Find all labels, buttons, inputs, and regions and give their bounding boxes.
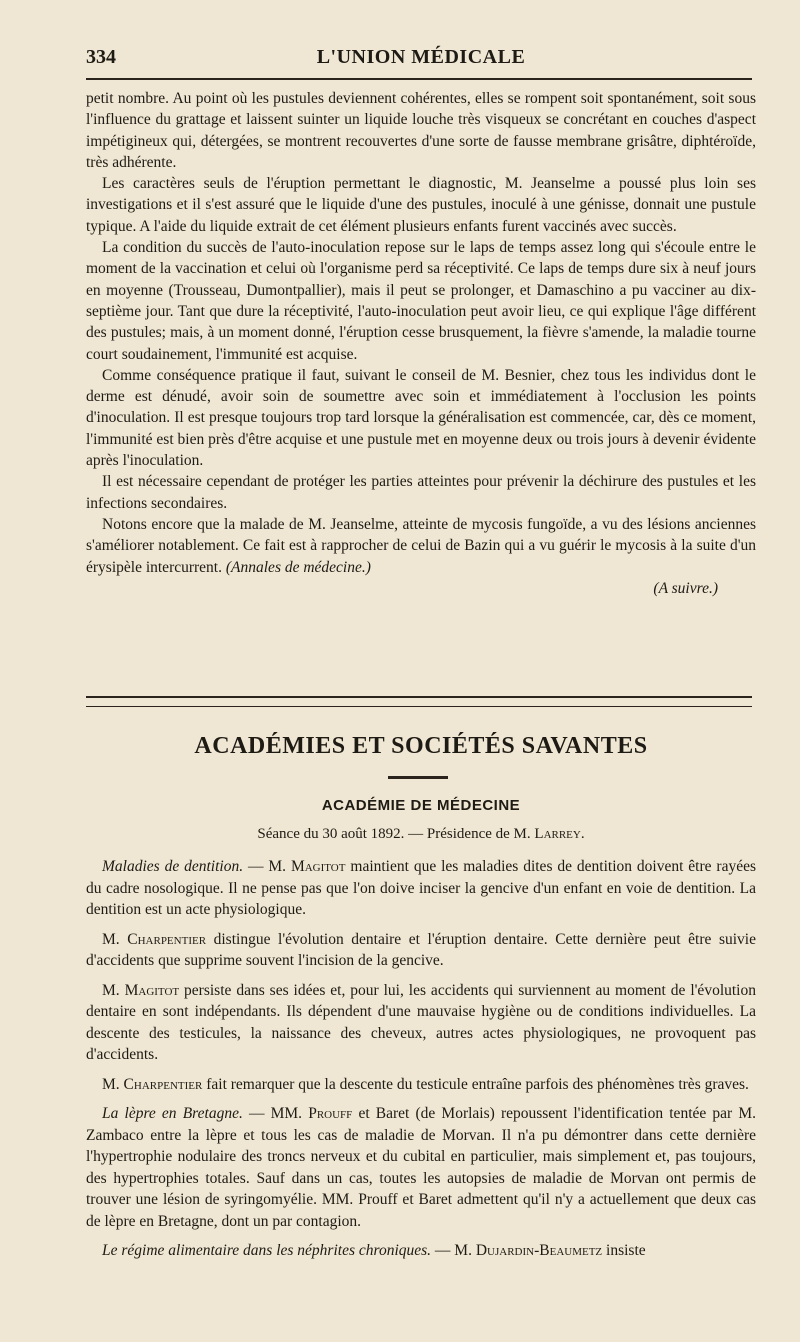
source-citation: (Annales de médecine.)	[225, 558, 371, 576]
subsection-title: ACADÉMIE DE MÉDECINE	[321, 797, 521, 814]
speaker-prefix: M.	[102, 1075, 124, 1093]
minutes-paragraph	[86, 1074, 756, 1096]
speaker-name: Magitot	[124, 981, 180, 999]
article-continuation	[86, 88, 756, 599]
paragraph: Les caractères seuls de l'éruption permettant le diagnostic, M. Jeanselme a poussé plus loin ses investigations et il s'est assuré que le liquide d'une des pustules, inoculé à une génisse, donnait une pustule typique. A l'aide du liquide extrait de cet élément plusieurs enfants furent vaccinés avec succès.	[86, 175, 756, 235]
minutes-paragraph	[86, 856, 756, 921]
minutes-text: et Baret (de Morlais) repoussent l'identification tentée par M. Zambaco entre la lèpre et tous les cas de maladie de Morvan. Il n'a pu démontrer dans cette dernière l'hypertrophie nodulaire des troncs nerveux et du cubital en particulier, mais simplement et, pas toujours, des hypertrophies totales. Sauf dans un cas, toutes les autopsies de maladie de Morvan ont permis de trouver une lésion de syringomyélie. MM. Prouff et Baret admettent qu'il n'y a actuellement que deux cas de lèpre en Bretagne, dont un par contagion.	[86, 1105, 756, 1230]
speaker-name: Dujardin-Beaumetz	[475, 1242, 603, 1259]
topic-heading: Maladies de dentition.	[102, 858, 244, 875]
seance-text: Séance du 30 août 1892. — Présidence de M.	[257, 826, 535, 842]
speaker-prefix: — MM.	[242, 1105, 309, 1122]
minutes-paragraph	[86, 929, 756, 972]
speaker-prefix: M.	[102, 981, 125, 999]
running-head: L'UNION MÉDICALE	[316, 46, 526, 68]
minutes-text: maintient que les maladies dites de dentition doivent être rayées du cadre nosologique. Il ne pense pas que l'on doive inciser la gencive d'un enfant en voie de dentition. La dentition est un acte physiologique.	[86, 858, 756, 918]
section-divider	[86, 696, 752, 707]
header-rule	[86, 78, 752, 80]
minutes-paragraph	[86, 1103, 756, 1232]
paragraph: petit nombre. Au point où les pustules deviennent cohérentes, elles se rompent soit spontanément, soit sous l'influence du grattage et laissent suinter un liquide louche très visqueux se concrétant en couches d'aspect impétigineux qui, détergées, se montrent recouvertes d'une sorte de fausse membrane grisâtre, diphtéroïde, très adhérente.	[86, 90, 756, 171]
minutes-paragraph	[86, 980, 756, 1066]
seance-line: Séance du 30 août 1892. — Présidence de M. Larrey.	[257, 826, 585, 842]
title-ornament-rule	[388, 776, 448, 779]
topic-heading: La lèpre en Bretagne.	[102, 1105, 243, 1122]
section-title: ACADÉMIES ET SOCIÉTÉS SAVANTES	[194, 733, 648, 759]
topic-heading: Le régime alimentaire dans les néphrites chroniques.	[102, 1242, 432, 1259]
paragraph: Il est nécessaire cependant de protéger les parties atteintes pour prévenir la déchirure des pustules et les infections secondaires.	[86, 473, 756, 512]
speaker-prefix: M.	[102, 930, 128, 948]
minutes-text: insiste	[602, 1242, 646, 1259]
to-be-continued: (A suivre.)	[653, 579, 718, 597]
speaker-name: Charpentier	[127, 930, 207, 948]
speaker-name: Magitot	[290, 858, 346, 875]
speaker-prefix: — M.	[243, 858, 291, 875]
session-minutes	[86, 856, 756, 1270]
minutes-text: persiste dans ses idées et, pour lui, les accidents qui surviennent au moment de l'évolution dentaire en sont indépendants. Ils dépendent d'une mauvaise hygiène ou de conditions individuelles. La descente des testicules, la naissance des cheveux, autres actes physiologiques, ne provoquent pas d'accidents.	[86, 981, 756, 1063]
minutes-text: fait remarquer que la descente du testicule entraîne parfois des phénomènes très graves.	[202, 1075, 749, 1093]
speaker-prefix: — M.	[431, 1242, 476, 1259]
page-header	[86, 46, 756, 72]
president-name: Larrey	[534, 826, 581, 842]
paragraph: La condition du succès de l'auto-inoculation repose sur le laps de temps assez long qui s'écoule entre le moment de la vaccination et celui où l'organisme perd sa réceptivité. Ce laps de temps dure six à neuf jours en moyenne (Trousseau, Dumontpallier), mais il peut se prolonger, et Damaschino a pu vacciner au dix-septième jour. Tant que dure la réceptivité, l'auto-inoculation peut avoir lieu, ce qui explique l'âge différent des pustules; mais, à un moment donné, l'éruption cesse brusquement, la fièvre s'amende, la maladie tourne court soudainement, l'immunité est acquise.	[86, 239, 756, 363]
paragraph-text: Notons encore que la malade de M. Jeanselme, atteinte de mycosis fungoïde, a vu des lésions anciennes s'améliorer notablement. Ce fait est à rapprocher de celui de Bazin qui a vu guérir le mycosis à la suite d'un érysipèle intercurrent.	[86, 515, 756, 576]
page-number: 334	[86, 46, 116, 68]
paragraph	[86, 514, 756, 578]
paragraph: Comme conséquence pratique il faut, suivant le conseil de M. Besnier, chez tous les individus dont le derme est dénudé, avoir soin de soumettre avec soin et immédiatement à l'occlusion les points d'inoculation. Il est presque toujours trop tard lorsque la généralisation est commencée, car, dès ce moment, l'immunité est bien près d'être acquise et une pustule met en moyenne deux ou trois jours à devenir évidente après l'inoculation.	[86, 366, 756, 470]
minutes-paragraph	[86, 1240, 756, 1262]
speaker-name: Charpentier	[123, 1075, 203, 1093]
minutes-text: distingue l'évolution dentaire et l'éruption dentaire. Cette dernière peut être suivie d'accidents que supprime souvent l'incision de la gencive.	[86, 930, 756, 969]
speaker-name: Prouff	[308, 1105, 353, 1122]
